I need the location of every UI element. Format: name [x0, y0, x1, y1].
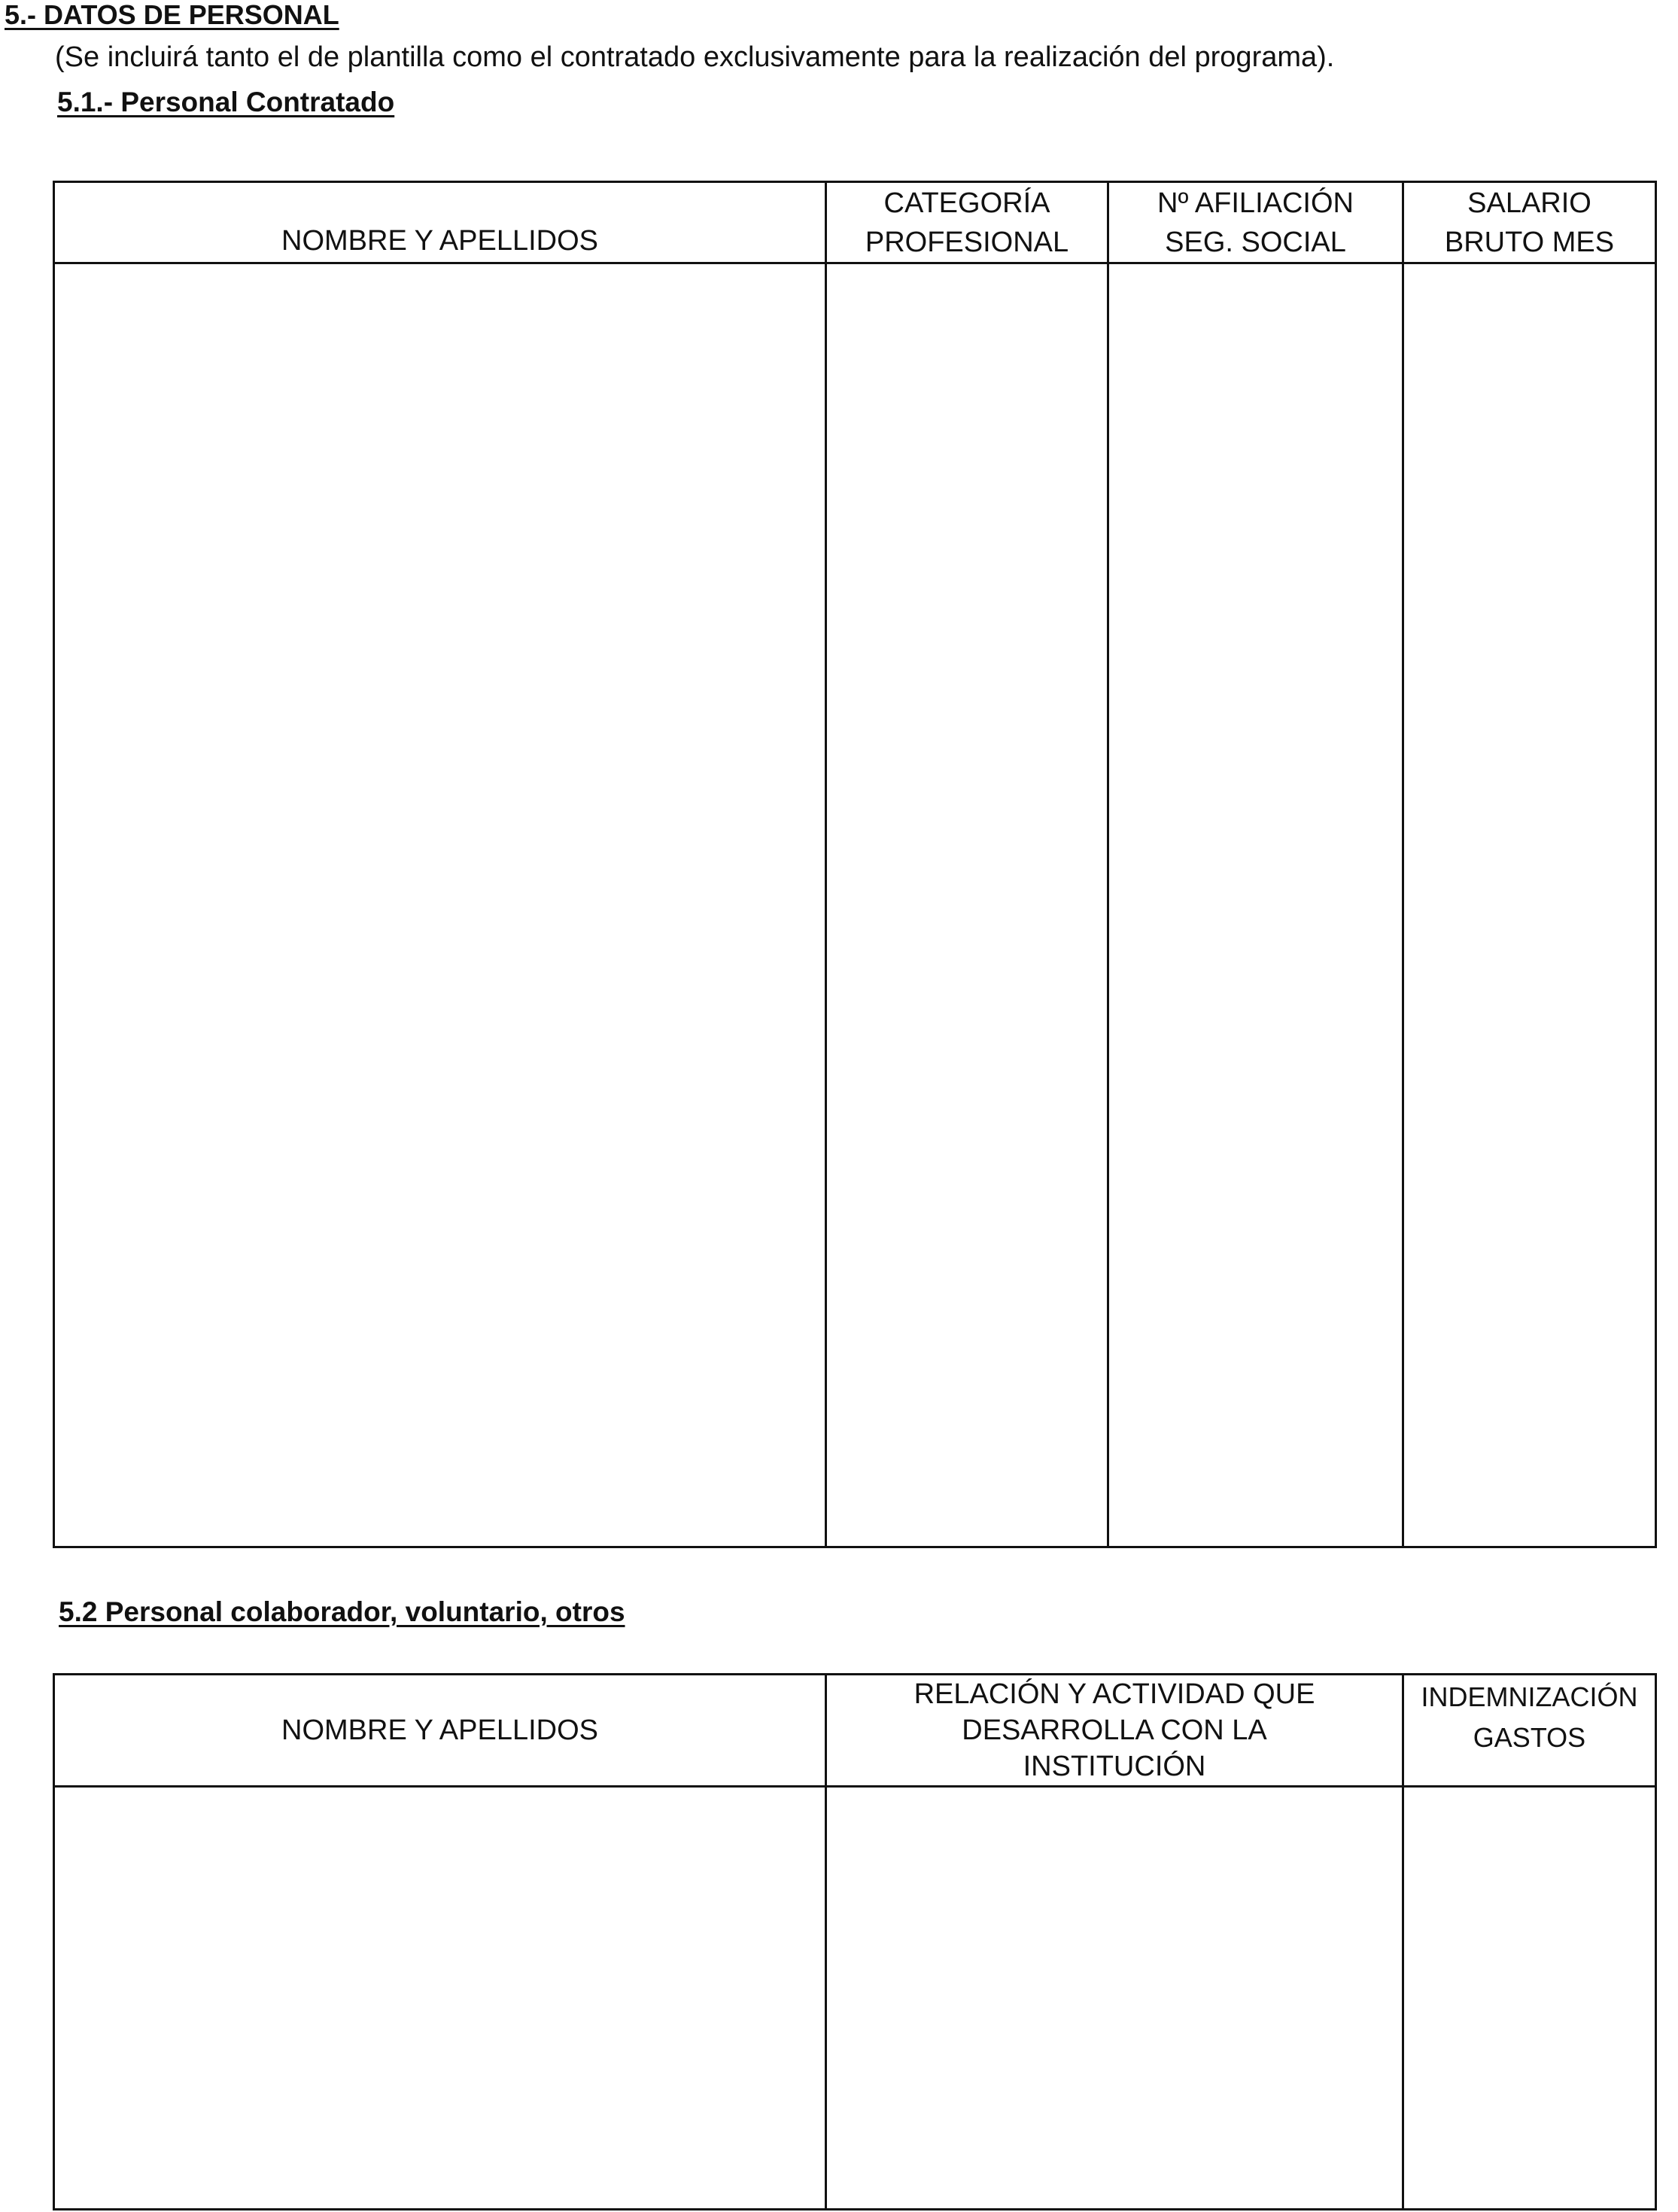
- header-compensation-line2: GASTOS: [1473, 1722, 1586, 1753]
- column-divider: [1402, 183, 1404, 1546]
- header-affiliation: [1109, 183, 1402, 262]
- header-category-line1: CATEGORÍA: [883, 187, 1050, 219]
- header-salary: [1404, 183, 1655, 262]
- section-title: 5.- DATOS DE PERSONAL: [5, 0, 339, 30]
- column-divider: [825, 183, 827, 1546]
- header-affiliation-line2: SEG. SOCIAL: [1165, 226, 1346, 258]
- header-name-label: NOMBRE Y APELLIDOS: [281, 225, 598, 257]
- section-note: (Se incluirá tanto el de plantilla como el contratado exclusivamente para la realización del programa).: [55, 41, 1335, 73]
- header-collab-name: [55, 1675, 825, 1785]
- header-divider: [55, 1785, 1655, 1788]
- collaborators-title: 5.2 Personal colaborador, voluntario, otros: [59, 1596, 625, 1627]
- column-divider: [1107, 183, 1109, 1546]
- header-divider: [55, 262, 1655, 264]
- header-relation-line3: INSTITUCIÓN: [1023, 1751, 1206, 1782]
- header-relation-line2: DESARROLLA CON LA: [962, 1715, 1267, 1746]
- header-collab-name-label: NOMBRE Y APELLIDOS: [281, 1715, 598, 1746]
- header-category-line2: PROFESIONAL: [865, 226, 1069, 258]
- header-relation-line1: RELACIÓN Y ACTIVIDAD QUE: [913, 1678, 1315, 1710]
- contracted-staff-title: 5.1.- Personal Contratado: [57, 87, 395, 117]
- header-name: [55, 183, 825, 262]
- contracted-staff-table: [53, 181, 1657, 1548]
- header-relation: [827, 1675, 1402, 1785]
- header-affiliation-line1: Nº AFILIACIÓN: [1157, 187, 1354, 219]
- header-category: [827, 183, 1107, 262]
- header-salary-line2: BRUTO MES: [1444, 226, 1615, 258]
- header-salary-line1: SALARIO: [1467, 187, 1591, 219]
- header-compensation: [1404, 1675, 1655, 1785]
- collaborators-table: [53, 1673, 1657, 2210]
- header-compensation-line1: INDEMNIZACIÓN: [1421, 1681, 1638, 1712]
